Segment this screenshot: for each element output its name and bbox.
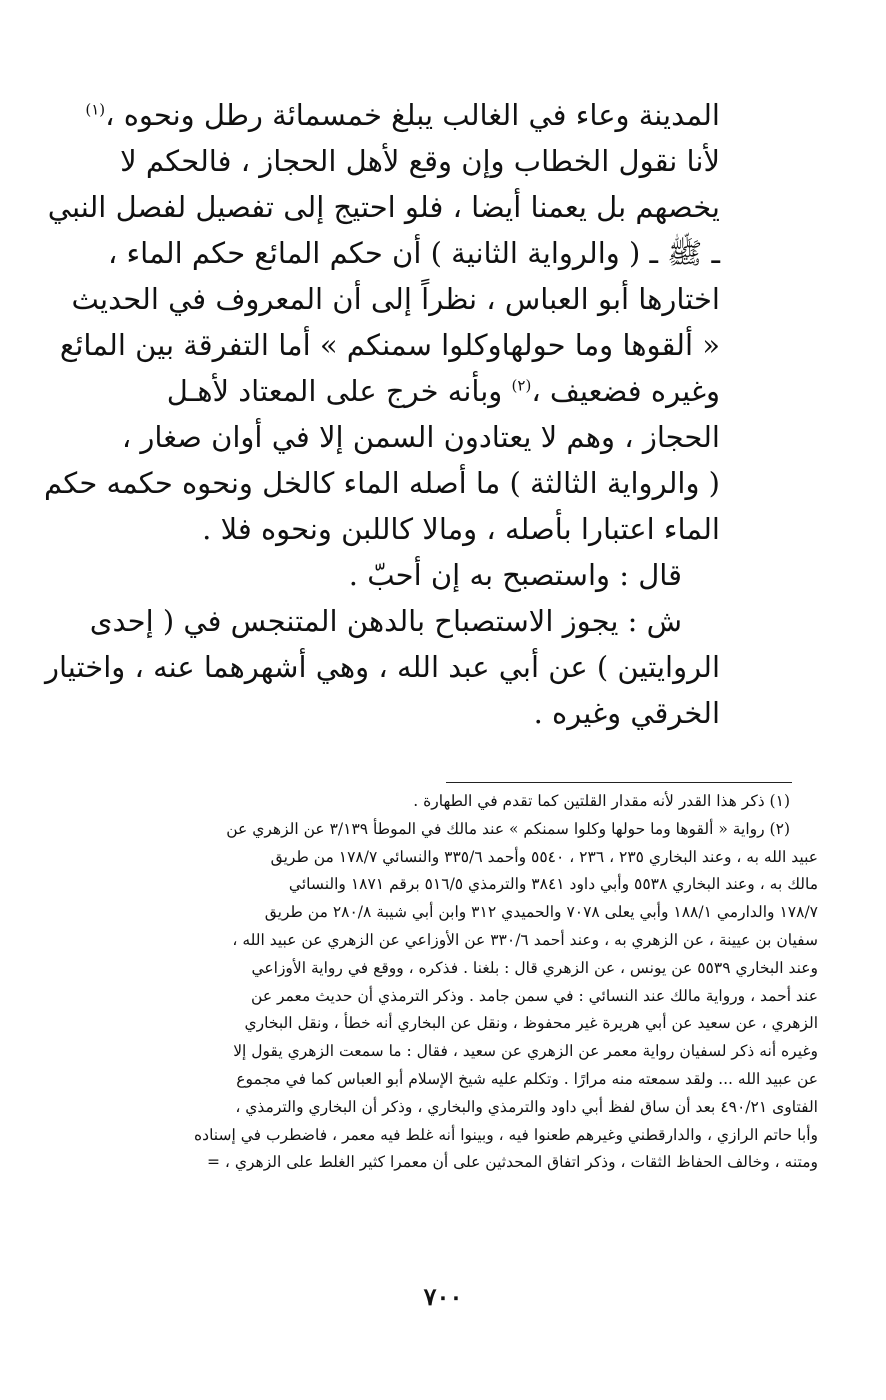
main-line-5: اختارها أبو العباس ، نظراً إلى أن المعروف في الحديث [71,282,720,316]
main-line-7-start: وغيره فضعيف ، [531,374,720,408]
footnote-marker-1[interactable]: (١) [85,100,106,119]
main-line-8: الحجاز ، وهم لا يعتادون السمن إلا في أوان صغار ، [121,420,720,454]
main-line-10: الماء اعتبارا بأصله ، ومالا كاللبن ونحوه فلا . [202,512,720,546]
main-line-9: ( والرواية الثالثة ) ما أصله الماء كالخل ونحوه حكمه حكم [44,466,720,500]
footnote-2-line-10: عن عبيد الله ... ولقد سمعته منه مرارًا . وتكلم عليه شيخ الإسلام أبو العباس كما في مجموع [236,1069,818,1088]
commentary-line-3: الخرقي وغيره . [533,696,720,730]
footnote-2-line-11: الفتاوى ٤٩٠/٢١ بعد أن ساق لفظ أبي داود والترمذي والبخاري ، وذكر أن البخاري والترمذي ، [235,1097,818,1116]
main-line-7-end: وبأنه خرج على المعتاد لأهـل [166,374,503,408]
footnote-2-line-2: عبيد الله به ، وعند البخاري ٢٣٥ ، ٢٣٦ ، ٥٥٤٠ وأحمد ٣٣٥/٦ والنسائي ١٧٨/٧ من طريق [270,847,818,866]
footnote-2-line-7: عند أحمد ، ورواية مالك عند النسائي : في سمن جامد . وذكر الترمذي أن حديث معمر عن [251,986,818,1005]
footnote-1: (١) ذكر هذا القدر لأنه مقدار القلتين كما تقدم في الطهارة . [413,792,790,810]
commentary-line-2: الروايتين ) عن أبي عبد الله ، وهي أشهرهما عنه ، واختيار [44,650,720,684]
footnote-2-line-9: وغيره أنه ذكر لسفيان رواية معمر عن الزهري عن سعيد ، فقال : ما سمعت الزهري يقول إلا [233,1042,818,1061]
footnote-2-line-6: وعند البخاري ٥٥٣٩ عن يونس ، عن الزهري قال : بلغنا . فذكره ، ووقع في رواية الأوزاعي [251,958,818,977]
commentary-line-1: ش : يجوز الاستصباح بالدهن المتنجس في ( إحدى [89,604,682,638]
main-text-block [44,92,720,736]
main-line-4: ـ ﷺ ـ ( والرواية الثانية ) أن حكم المائع حكم الماء ، [107,236,720,270]
footnote-2-line-5: سفيان بن عيينة ، عن الزهري به ، وعند أحمد ٣٣٠/٦ عن الأوزاعي عن الزهري عن عبيد الله ، [232,930,818,949]
main-line-6: « ألقوها وما حولهاوكلوا سمنكم » أما التفرقة بين المائع [59,328,720,362]
footnote-2-line-1: (٢) رواية « ألقوها وما حولها وكلوا سمنكم » عند مالك في الموطأ ٣/١٣٩ عن الزهري عن [226,819,790,838]
footnote-2-line-8: الزهري ، عن سعيد عن أبي هريرة غير محفوظ ، ونقل عن البخاري أنه خطأ ، ونقل البخاري [244,1014,818,1033]
footnote-2-line-4: ١٧٨/٧ والدارمي ١٨٨/١ وأبي يعلى ٧٠٧٨ والحميدي ٣١٢ وابن أبي شيبة ٢٨٠/٨ من طريق [264,903,818,922]
footnote-2-line-12: وأبا حاتم الرازي ، والدارقطني وغيرهم طعنوا فيه ، وبينوا أنه غلط فيه معمر ، فاضطرب في إسناده [194,1125,818,1144]
page-number: ٧٠٠ [423,1282,463,1311]
footnote-2-line-13: ومتنه ، وخالف الحفاظ الثقات ، وذكر اتفاق المحدثين على أن معمرا كثير الغلط على الزهري ، = [207,1153,818,1172]
footnote-2-line-3: مالك به ، وعند البخاري ٥٥٣٨ وأبي داود ٣٨٤١ والترمذي ٥١٦/٥ برقم ١٨٧١ والنسائي [288,875,818,894]
footnote-marker-2[interactable]: (٢) [511,376,532,395]
quote-line: قال : واستصبح به إن أحبّ . [348,558,682,592]
main-line-7 [88,368,720,414]
main-line-1-text: المدينة وعاء في الغالب يبلغ خمسمائة رطل ونحوه ، [105,98,720,132]
footnotes-block [98,788,818,1177]
footnote-separator [446,782,792,783]
main-line-1 [85,92,720,138]
main-line-2: لأنا نقول الخطاب وإن وقع لأهل الحجاز ، فالحكم لا [120,144,720,178]
main-line-3: يخصهم بل يعمنا أيضا ، فلو احتيج إلى تفصيل لفصل النبي [47,190,720,224]
